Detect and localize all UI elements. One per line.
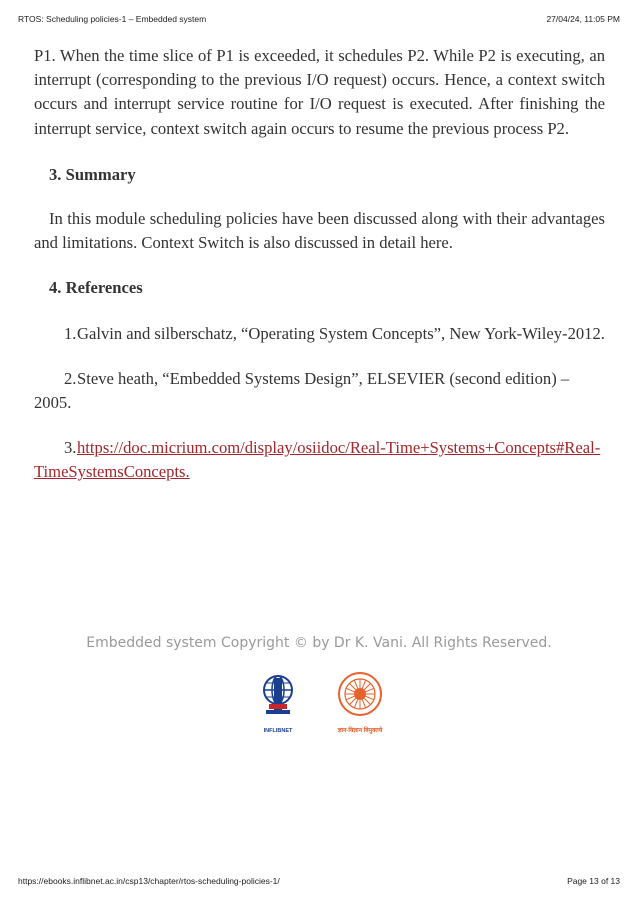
inflibnet-logo <box>247 670 309 732</box>
print-footer-url: https://ebooks.inflibnet.ac.in/csp13/chapter/rtos-scheduling-policies-1/ <box>18 876 280 886</box>
print-header <box>18 14 620 24</box>
references-heading: 4. References <box>49 278 143 298</box>
reference-text: Steve heath, “Embedded Systems Design”, ELSEVIER (second edition) – 2005. <box>34 368 570 413</box>
inflibnet-logo-label: INFLIBNET <box>263 728 293 734</box>
ugc-logo-label: ज्ञान-विज्ञान विमुक्तये <box>337 728 383 734</box>
copyright-notice: Embedded system Copyright © by Dr K. Vani. All Rights Reserved. <box>86 635 552 651</box>
reference-number: 3. <box>64 438 77 458</box>
reference-item-2 <box>34 367 605 415</box>
print-footer-page-number: Page 13 of 13 <box>567 876 620 886</box>
print-header-title: RTOS: Scheduling policies-1 – Embedded system <box>18 14 207 24</box>
reference-text: Galvin and silberschatz, “Operating System Concepts”, New York-Wiley-2012. <box>77 323 605 343</box>
print-header-datetime: 27/04/24, 11:05 PM <box>546 14 620 24</box>
footer-logos <box>0 670 638 732</box>
page-content <box>34 44 605 485</box>
reference-number: 2. <box>64 368 77 388</box>
print-footer <box>18 876 620 886</box>
summary-heading: 3. Summary <box>49 164 136 184</box>
reference-number: 1. <box>64 323 77 343</box>
reference-link[interactable]: https://doc.micrium.com/display/osiidoc/Real-Time+Systems+Concepts#Real-TimeSystemsConcepts. <box>34 438 601 482</box>
reference-item-1 <box>34 322 605 346</box>
summary-paragraph: In this module scheduling policies have been discussed along with their advantages and limitations. Context Switch is also discussed in detail here. <box>34 209 605 253</box>
ugc-logo <box>329 670 391 732</box>
reference-item-3 <box>34 436 605 484</box>
body-paragraph: P1. When the time slice of P1 is exceeded, it schedules P2. While P2 is executing, an interrupt (corresponding to the previous I/O request) occurs. Hence, a context switch occurs and interrupt service routine for I/O request is executed. After finishing the interrupt service, context switch again occurs to resume the previous process P2. <box>34 46 605 138</box>
